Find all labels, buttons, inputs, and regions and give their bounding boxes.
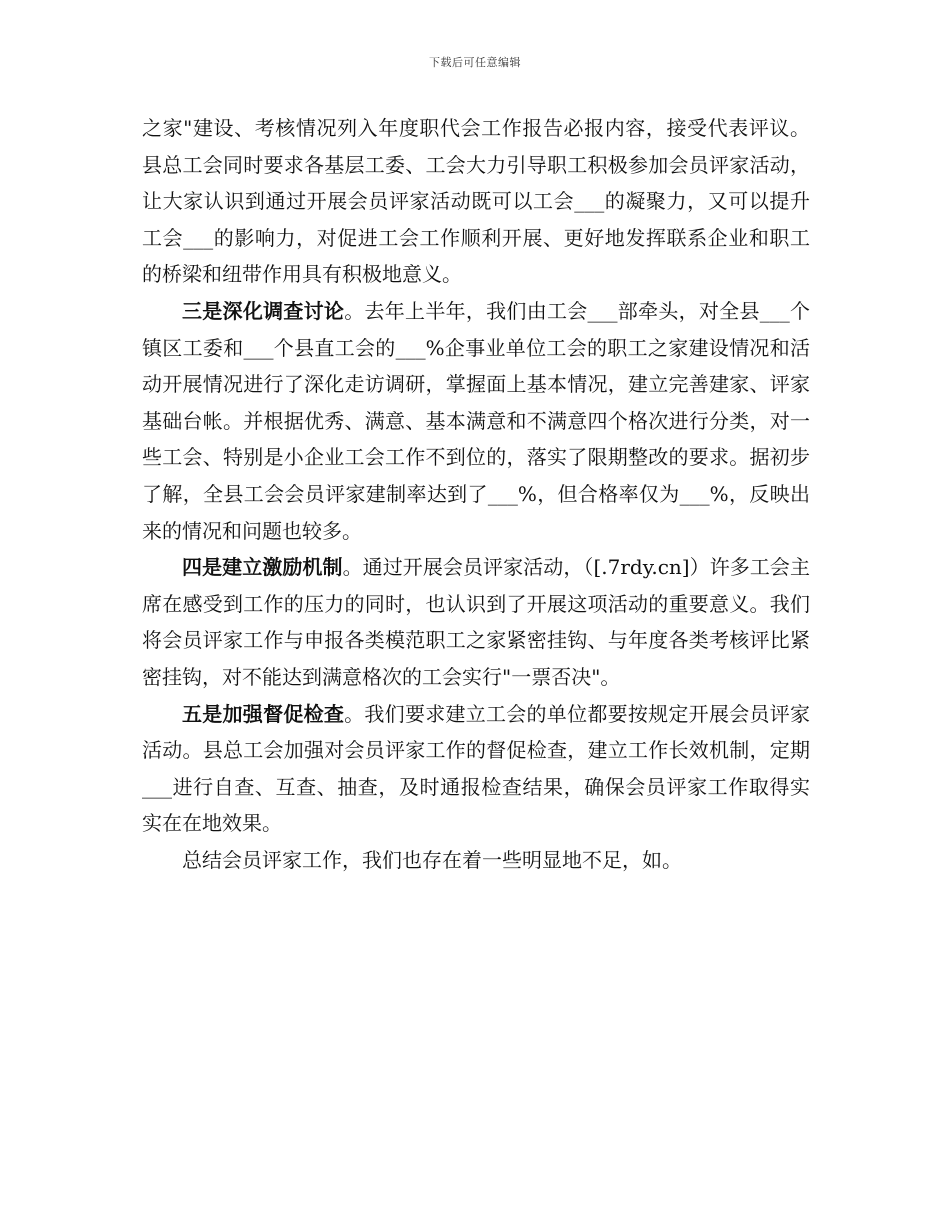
paragraph-lead: 五是加强督促检查 — [182, 701, 345, 726]
page-header: 下载后可任意编辑 — [429, 56, 521, 69]
paragraph-summary — [142, 842, 810, 879]
paragraph-text: 总结会员评家工作，我们也存在着一些明显地不足，如。 — [182, 847, 682, 872]
paragraph-text: 。通过开展会员评家活动，（[.7rdy.cn]）许多工会主席在感受到工作的压力的同时，也认识到了开展这项活动的重要意义。我们将会员评家工作与申报各类模范职工之家紧密挂钩、与年度各类考核评比紧密挂钩，对不能达到满意格次的工会实行"一票否决"。 — [142, 555, 811, 689]
paragraph-text: 之家"建设、考核情况列入年度职代会工作报告必报内容，接受代表评议。县总工会同时要求各基层工委、工会大力引导职工积极参加会员评家活动，让大家认识到通过开展会员评家活动既可以工会___的凝聚力，又可以提升工会___的影响力，对促进工会工作顺利开展、更好地发挥联系企业和职工的桥梁和纽带作用具有积极地意义。 — [142, 116, 810, 287]
paragraph-supervision — [142, 696, 810, 842]
paragraph-incentive — [142, 549, 810, 695]
paragraph-text: 。去年上半年，我们由工会___部牵头，对全县___个镇区工委和___个县直工会的___%企事业单位工会的职工之家建设情况和活动开展情况进行了深化走访调研，掌握面上基本情况，建立完善建家、评家基础台帐。并根据优秀、满意、基本满意和不满意四个格次进行分类，对一些工会、特别是小企业工会工作不到位的，落实了限期整改的要求。据初步了解，全县工会会员评家建制率达到了___%，但合格率仅为___%，反映出来的情况和问题也较多。 — [142, 298, 811, 543]
paragraph-continuation — [142, 110, 810, 293]
paragraph-lead: 三是深化调查讨论 — [182, 298, 345, 323]
paragraph-text: 。我们要求建立工会的单位都要按规定开展会员评家活动。县总工会加强对会员评家工作的督促检查，建立工作长效机制，定期___进行自查、互查、抽查，及时通报检查结果，确保会员评家工作取得实实在在地效果。 — [142, 701, 811, 836]
document-body — [142, 110, 810, 878]
paragraph-lead: 四是建立激励机制 — [182, 555, 343, 580]
paragraph-investigation — [142, 293, 810, 549]
